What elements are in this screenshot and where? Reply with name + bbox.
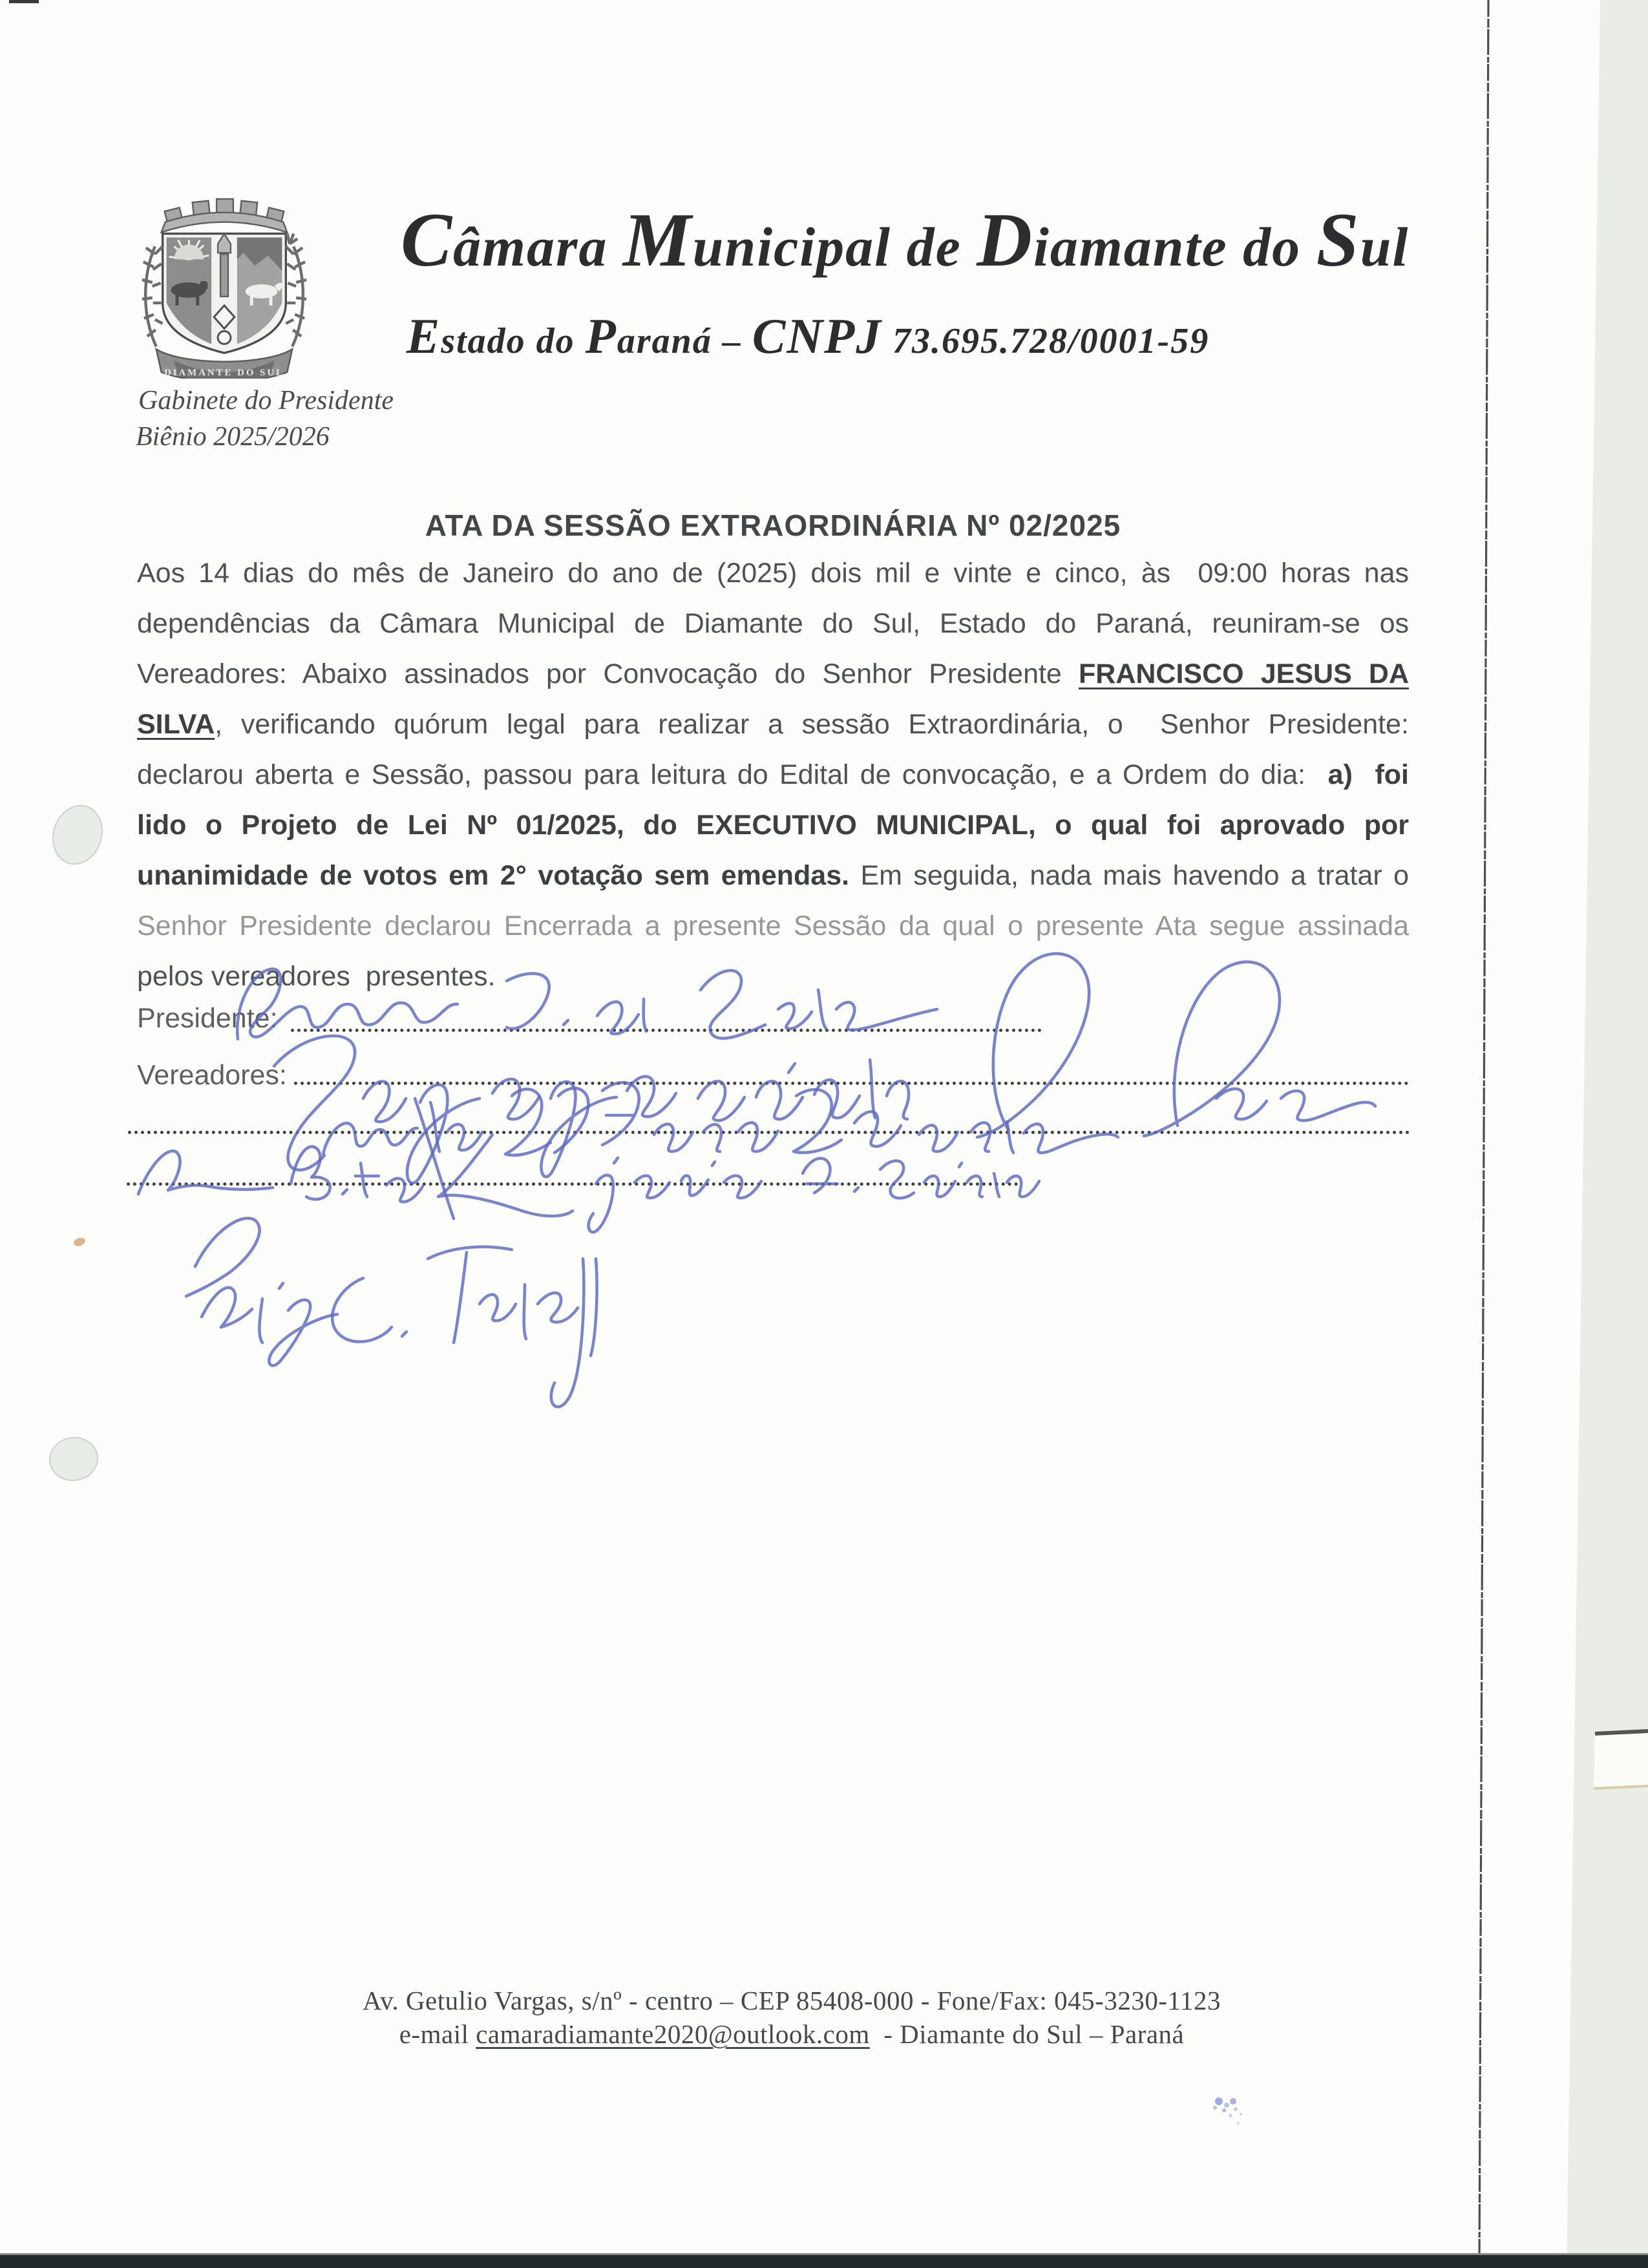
body-line: dependências da Câmara Municipal de Diamante do Sul, Estado do Paraná, reuniram-se os	[137, 608, 1409, 639]
body-line: unanimidade de votos em 2° votação sem emendas. Em seguida, nada mais havendo a tratar o	[137, 860, 1409, 891]
coat-of-arms-icon	[136, 193, 312, 379]
vereadores-label: Vereadores:	[137, 1060, 287, 1091]
scan-speck	[9, 0, 39, 3]
body-line: lido o Projeto de Lei Nº 01/2025, do EXECUTIVO MUNICIPAL, o qual foi aprovado por	[137, 810, 1409, 841]
emblem-ribbon-text: DIAMANTE DO SUL	[164, 368, 285, 379]
punch-hole	[46, 799, 110, 870]
sheet-behind-edge	[1594, 1733, 1648, 1787]
scan-background-strip	[1567, 0, 1648, 2268]
punch-hole	[47, 1434, 100, 1484]
office-label: Gabinete do Presidente	[138, 386, 394, 415]
sheet-behind-line	[1595, 1731, 1648, 1734]
body-paragraph	[137, 548, 1409, 1002]
presidente-label: Presidente:	[137, 1003, 278, 1034]
footer-email: camaradiamante2020@outlook.com	[476, 2019, 870, 2049]
term-label: Biênio 2025/2026	[136, 422, 330, 452]
body-line: Vereadores: Abaixo assinados por Convocação do Senhor Presidente FRANCISCO JESUS DA	[137, 658, 1410, 689]
body-line: declarou aberta e Sessão, passou para leitura do Edital de convocação, e a Ordem do dia: a) foi	[137, 759, 1409, 790]
vertical-fold-line	[1479, 0, 1488, 2268]
footer-location: - Diamante do Sul – Paraná	[869, 2019, 1185, 2049]
body-line: SILVA, verificando quórum legal para realizar a sessão Extraordinária, o Senhor Presidente:	[137, 709, 1409, 740]
ink-smudge	[1213, 2097, 1242, 2125]
mural-crown	[162, 199, 288, 233]
scanner-bed-strip-edge	[0, 2253, 1648, 2255]
presidente-signature-line	[291, 1029, 1042, 1032]
org-subline: Estado do Paraná – CNPJ 73.695.728/0001-59	[406, 308, 1210, 364]
paper-speck	[72, 1236, 86, 1247]
signature-line	[127, 1182, 1019, 1186]
document-title: ATA DA SESSÃO EXTRAORDINÁRIA Nº 02/2025	[425, 509, 1121, 542]
body-line: pelos vereadores presentes.	[137, 961, 496, 992]
vereadores-signature-line	[294, 1082, 1409, 1085]
footer-address: Av. Getulio Vargas, s/nº - centro – CEP 85408-000 - Fone/Fax: 045-3230-1123	[363, 1986, 1221, 2015]
footer-contact	[0, 2019, 1583, 2050]
scanner-bed-strip	[0, 2255, 1648, 2268]
body-line: Senhor Presidente declarou Encerrada a presente Sessão da qual o presente Ata segue assinada	[137, 910, 1409, 941]
org-name: Câmara Municipal de Diamante do Sul	[401, 197, 1410, 282]
footer-email-label: e-mail	[399, 2019, 476, 2049]
body-line: Aos 14 dias do mês de Janeiro do ano de (2025) dois mil e vinte e cinco, às 09:00 horas nas	[137, 558, 1409, 589]
signature-line	[128, 1131, 1410, 1134]
